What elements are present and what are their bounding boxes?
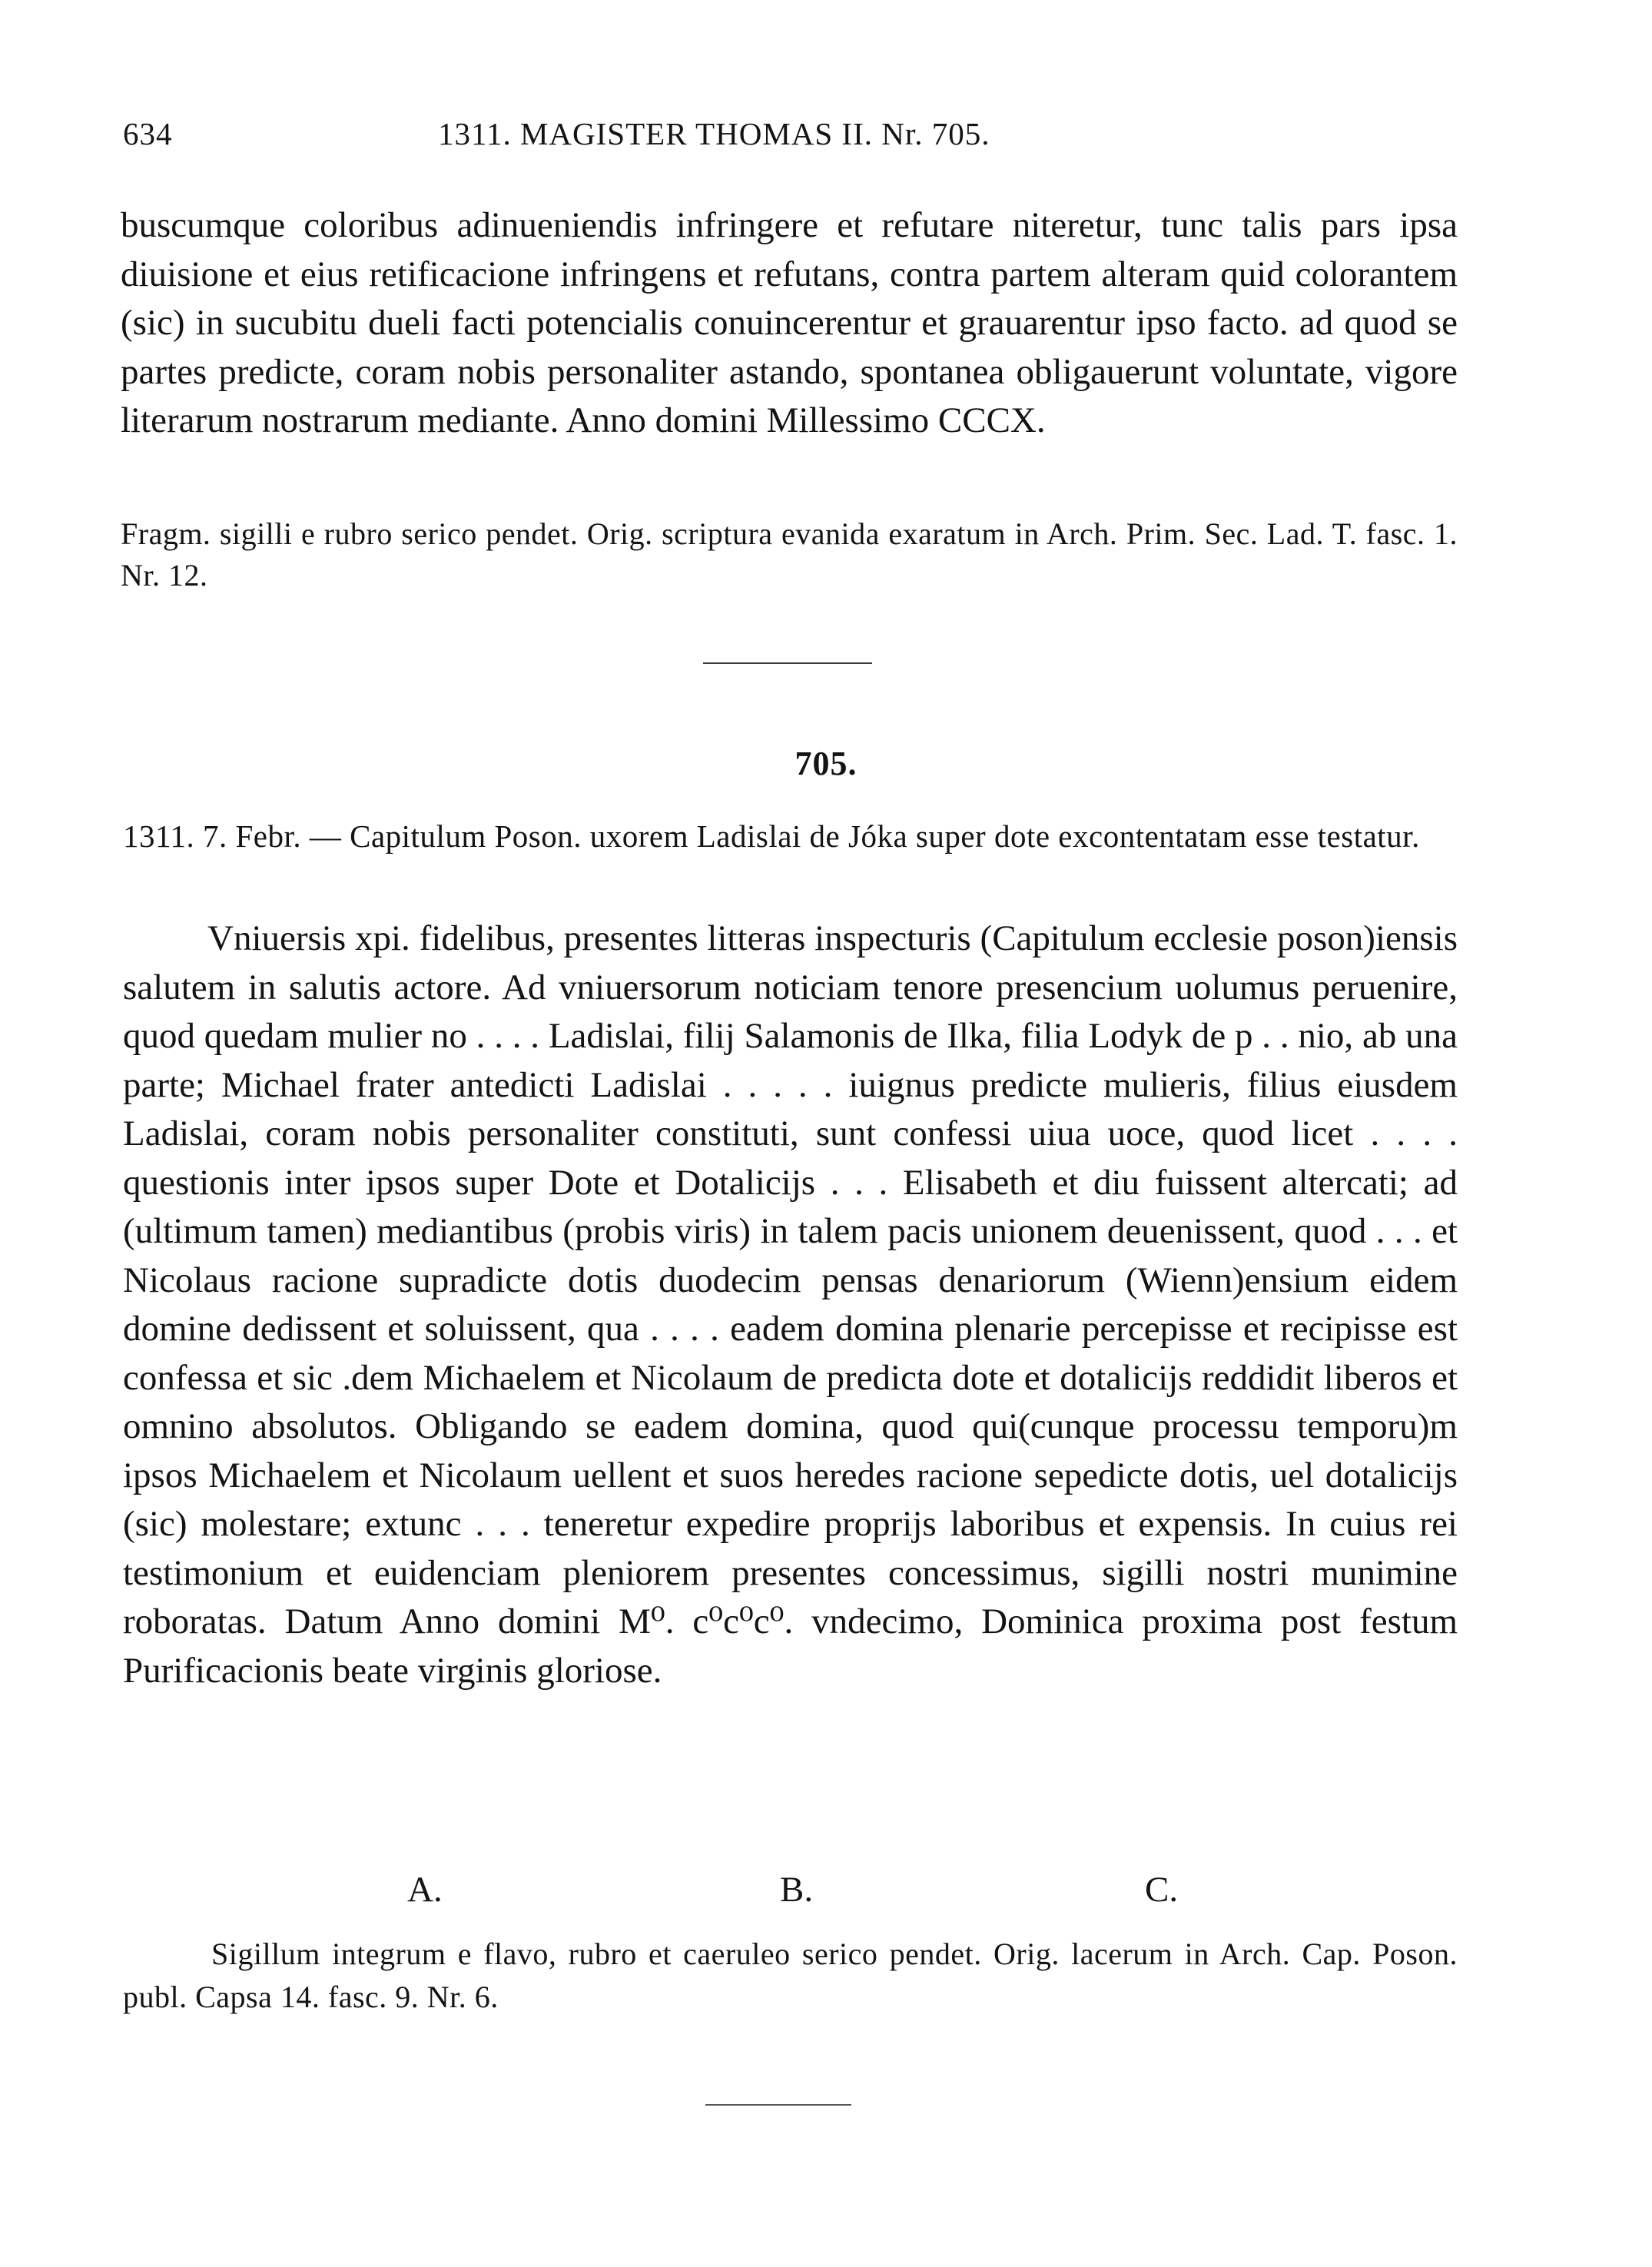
signature-letters [0,1869,1652,1915]
document-regest: 1311. 7. Febr. — Capitulum Poson. uxorem Ladislai de Jóka super dote excontentatam esse testatur. [123,818,1420,854]
running-title: 1311. MAGISTER THOMAS II. Nr. 705. [438,116,990,151]
page-number: 634 [123,116,173,151]
signature-c: C. [1145,1870,1179,1910]
document-body: Vniuersis xpi. fidelibus, presentes litteras inspecturis (Capitulum ecclesie poson)iensis salutem in salutis actore. Ad vniuersorum noticiam tenore presencium uolumus peruenire, quod quedam mulier no . . . . Ladislai, filij Salamonis de Ilka, filia Lodyk de p . . nio, ab una parte; Michael frater antedicti Ladislai . . . . . iuignus predicte mulieris, filius eiusdem Ladislai, coram nobis personaliter constituti, sunt confessi uiua uoce, quod licet . . . . questionis inter ipsos super Dote et Dotalicijs . . . Elisabeth et diu fuissent altercati; ad (ultimum tamen) mediantibus (probis viris) in talem pacis unionem deuenissent, quod . . . et Nicolaus racione supradicte dotis duodecim pensas denariorum (Wienn)ensium eidem domine dedissent et soluissent, qua . . . . eadem domina plenarie percepisse et recipisse est confessa et sic .dem Michaelem et Nicolaum de predicta dote et dotalicijs reddidit liberos et omnino absolutos. Obligando se eadem domina, quod qui(cunque processu temporu)m ipsos Michaelem et Nicolaum uellent et suos heredes racione sepedicte dotis, uel dotalicijs (sic) molestare; extunc . . . teneretur expedire proprijs laboribus et expensis. In cuius rei testimonium et euidenciam pleniorem presentes concessimus, sigilli nostri munimine roboratas. Datum Anno domini M⁰. c⁰c⁰c⁰. vndecimo, Dominica proxima post festum Purificacionis beate virginis gloriose. [123,918,1458,1691]
continuation-paragraph: buscumque coloribus adinueniendis infringere et refutare niteretur, tunc talis pars ipsa diuisione et eius retificacione infringens et refutans, contra partem alteram quid colorantem (sic) in sucubitu dueli facti potencialis conuincerentur et grauarentur ipso facto. ad quod se partes predicte, coram nobis personaliter astando, spontanea obligauerunt voluntate, vigore literarum nostrarum mediante. Anno domini Millessimo CCCX. [121,205,1458,440]
archival-note: Sigillum integrum e flavo, rubro et caeruleo serico pendet. Orig. lacerum in Arch. Cap. Poson. publ. Capsa 14. fasc. 9. Nr. 6. [123,1937,1458,2014]
end-divider [705,2104,851,2106]
archival-note-previous: Fragm. sigilli e rubro serico pendet. Orig. scriptura evanida exaratum in Arch. Prim. Sec. Lad. T. fasc. 1. Nr. 12. [121,516,1458,592]
signature-b: B. [780,1870,814,1910]
page-header [123,115,1452,161]
signature-a: A. [407,1870,443,1910]
section-divider [703,662,872,664]
document-number: 705. [794,745,858,782]
